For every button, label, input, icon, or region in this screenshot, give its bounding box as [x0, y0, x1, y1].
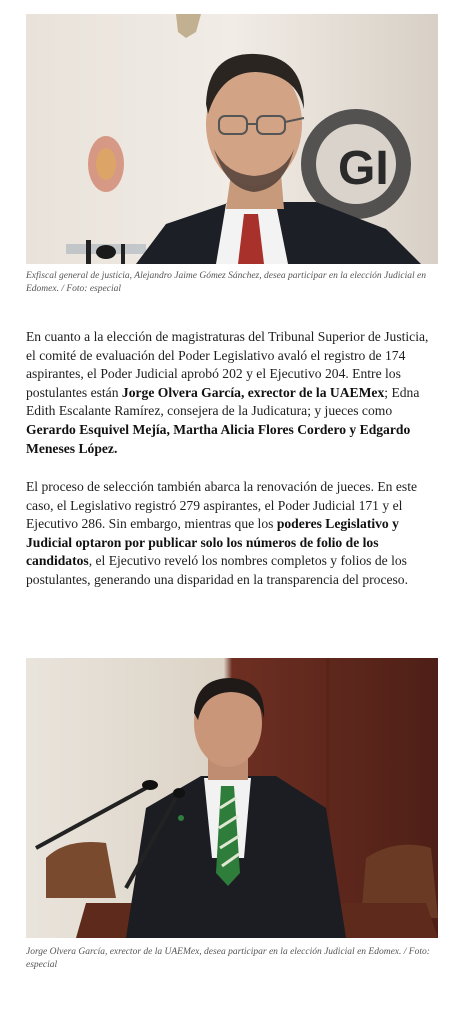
paragraph-1-text-b: ; Edna Edith Escalante Ramírez, consejera de la Judicatura; y jueces como — [26, 384, 420, 419]
paragraph-1-bold-a: Jorge Olvera García, exrector de la UAEMex — [121, 384, 385, 400]
article-paragraph-1 — [26, 328, 440, 458]
paragraph-2-text-a: El proceso de selección también abarca la renovación de jueces. En este caso, el Legislativo registró 279 aspirantes, el Poder Judicial 171 y el Ejecutivo 286. Sin embargo, mientras que los — [26, 479, 418, 532]
article-paragraph-2 — [26, 478, 440, 590]
paragraph-2-bold-a: poderes Legislativo y Judicial optaron por publicar solo los números de folio de los candidatos — [26, 516, 399, 569]
article-photo-2 — [26, 658, 438, 938]
photo-2-caption: Jorge Olvera García, exrector de la UAEMex, desea participar en la elección Judicial en Edomex. / Foto: especial — [26, 947, 430, 970]
photo-1-illustration — [26, 14, 438, 264]
photo-2-illustration — [26, 658, 438, 938]
photo-1-caption: Exfiscal general de justicia, Alejandro Jaime Gómez Sánchez, desea participar en la elección Judicial en Edomex. / Foto: especial — [26, 271, 426, 294]
paragraph-1-text-a: En cuanto a la elección de magistraturas del Tribunal Superior de Justicia, el comité de evaluación del Poder Legislativo avaló el registro de 174 aspirantes, el Poder Judicial aprobó 202 y el Ejecutivo 204. Entre los postulantes están — [26, 329, 429, 400]
svg-text:GI: GI — [338, 142, 389, 195]
paragraph-2-text-b: , el Ejecutivo reveló los nombres completos y folios de los postulantes, generando una disparidad en la transparencia del proceso. — [26, 553, 408, 587]
paragraph-1-bold-b: Gerardo Esquivel Mejía, Martha Alicia Flores Cordero y Edgardo Meneses López. — [26, 421, 411, 456]
article-photo-1 — [26, 14, 438, 264]
